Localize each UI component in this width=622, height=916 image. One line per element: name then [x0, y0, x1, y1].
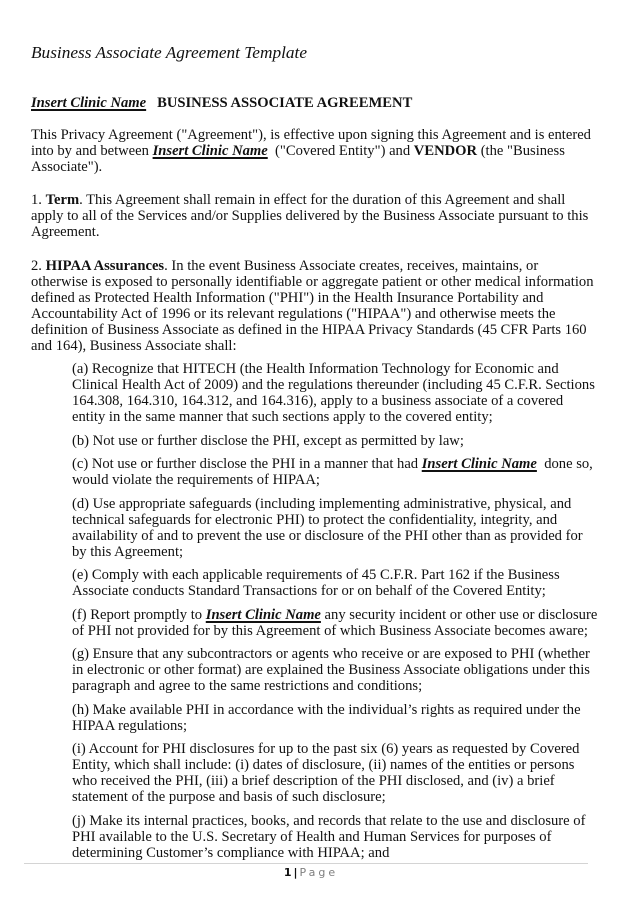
- list-item-text: any security incident or other use or disclosure: [320, 607, 598, 623]
- footer-divider: [24, 863, 588, 864]
- intro-text: ("Covered Entity") and: [267, 143, 414, 159]
- clinic-name-placeholder[interactable]: Insert Clinic Name: [421, 456, 537, 472]
- section-text: . In the event Business Associate creates, receives, maintains, or: [164, 258, 539, 274]
- list-item-text: (f) Report promptly to: [72, 607, 206, 623]
- list-item-line: Associate conducts Standard Transactions for or on behalf of the Covered Entity;: [72, 583, 546, 599]
- section-line: and 164), Business Associate shall:: [31, 338, 237, 354]
- list-item-line: (j) Make its internal practices, books, and records that relate to the use and disclosure of: [72, 813, 586, 829]
- list-item-line: technical safeguards for electronic PHI) to protect the confidentiality, integrity, and: [72, 512, 558, 528]
- list-item-text: done so,: [536, 456, 593, 472]
- list-item-line: paragraph and agree to the same restrictions and conditions;: [72, 678, 423, 694]
- list-item-line: [72, 607, 597, 623]
- list-item-line: entity in the same manner that such sections apply to the covered entity;: [72, 409, 493, 425]
- clinic-name-placeholder[interactable]: Insert Clinic Name: [205, 607, 321, 623]
- list-item-line: (i) Account for PHI disclosures for up to the past six (6) years as requested by Covered: [72, 741, 580, 757]
- section-text: . This Agreement shall remain in effect for the duration of this Agreement and shall: [79, 192, 566, 208]
- section-line: Accountability Act of 1996 or its relevant regulations ("HIPAA") and otherwise meets the: [31, 306, 556, 322]
- vendor-term: VENDOR: [413, 143, 478, 159]
- heading-text: BUSINESS ASSOCIATE AGREEMENT: [157, 95, 413, 111]
- section-line: defined as Protected Health Information ("PHI") in the Health Insurance Portability and: [31, 290, 544, 306]
- section-line: otherwise is exposed to personally identifiable or aggregate patient or other medical information: [31, 274, 594, 290]
- agreement-heading: [31, 95, 412, 111]
- list-item-line: HIPAA regulations;: [72, 718, 187, 734]
- list-item-line: (d) Use appropriate safeguards (including implementing administrative, physical, and: [72, 496, 572, 512]
- section-line: [31, 192, 565, 208]
- list-item-line: in electronic or other format) are explained the Business Associate obligations under this: [72, 662, 590, 678]
- section-line: apply to all of the Services and/or Supplies delivered by the Business Associate pursuant to this: [31, 208, 589, 224]
- list-item-line: (g) Ensure that any subcontractors or agents who receive or are exposed to PHI (whether: [72, 646, 590, 662]
- page-separator: |: [293, 866, 298, 879]
- document-title: Business Associate Agreement Template: [31, 43, 307, 62]
- intro-text: (the "Business: [477, 143, 565, 159]
- list-item-line: statement of the purpose and basis of such disclosure;: [72, 789, 386, 805]
- list-item-line: determining Customer’s compliance with HIPAA; and: [72, 845, 390, 861]
- list-item-line: (b) Not use or further disclose the PHI, except as permitted by law;: [72, 433, 464, 449]
- list-item-line: availability of and to prevent the use or disclosure of the PHI other than as provided for: [72, 528, 583, 544]
- page-label: Page: [299, 866, 339, 879]
- list-item-line: (h) Make available PHI in accordance with the individual’s rights as required under the: [72, 702, 581, 718]
- list-item-line: PHI available to the U.S. Secretary of Health and Human Services for purposes of: [72, 829, 552, 845]
- list-item-line: Clinical Health Act of 2009) and the regulations thereunder (including 45 C.F.R. Sections: [72, 377, 595, 393]
- list-item-line: (e) Comply with each applicable requirements of 45 C.F.R. Part 162 if the Business: [72, 567, 560, 583]
- list-item-line: 164.308, 164.310, 164.312, and 164.316), apply to a business associate of a covered: [72, 393, 564, 409]
- intro-line: [31, 143, 565, 159]
- list-item-text: (c) Not use or further disclose the PHI in a manner that had: [72, 456, 422, 472]
- section-line: definition of Business Associate as defined in the HIPAA Privacy Standards (45 CFR Parts 160: [31, 322, 587, 338]
- list-item-line: [72, 456, 593, 472]
- intro-line: Associate").: [31, 159, 103, 175]
- section-number: 1.: [31, 192, 46, 208]
- page-number-footer: [0, 866, 622, 880]
- section-line: [31, 258, 538, 274]
- list-item-line: of PHI not provided for by this Agreement of which Business Associate becomes aware;: [72, 623, 588, 639]
- section-label: HIPAA Assurances: [45, 258, 165, 274]
- intro-text: into by and between: [31, 143, 153, 159]
- clinic-name-placeholder[interactable]: Insert Clinic Name: [152, 143, 268, 159]
- list-item-line: by this Agreement;: [72, 544, 184, 560]
- section-label: Term: [45, 192, 80, 208]
- section-line: Agreement.: [31, 224, 100, 240]
- list-item-line: (a) Recognize that HITECH (the Health Information Technology for Economic and: [72, 361, 559, 377]
- intro-line: This Privacy Agreement ("Agreement"), is effective upon signing this Agreement and is entered: [31, 127, 591, 143]
- section-number: 2.: [31, 258, 46, 274]
- list-item-line: Entity, which shall include: (i) dates of disclosure, (ii) names of the entities or persons: [72, 757, 575, 773]
- page-number: 1: [283, 866, 292, 879]
- list-item-line: would violate the requirements of HIPAA;: [72, 472, 320, 488]
- clinic-name-placeholder[interactable]: Insert Clinic Name: [31, 95, 147, 111]
- list-item-line: who received the PHI, (iii) a brief description of the PHI disclosed, and (iv) a brief: [72, 773, 555, 789]
